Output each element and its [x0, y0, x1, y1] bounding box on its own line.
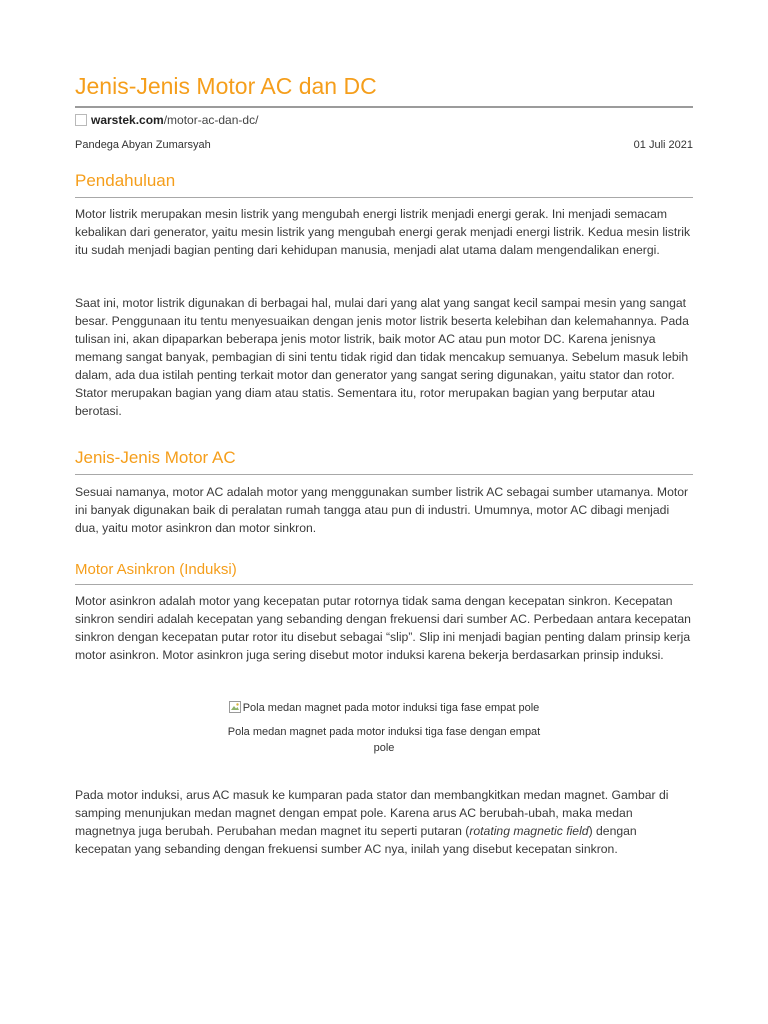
- italic-term: rotating magnetic field: [469, 824, 589, 838]
- paragraph: Motor listrik merupakan mesin listrik yang mengubah energi listrik menjadi energi gerak. Ini menjadi semacam kebalikan dari generator, yaitu mesin listrik yang mengubah energi gerak menjadi energi listrik. Kedua mesin listrik itu sudah menjadi bagian penting dari kehidupan manusia, menjadi alat utama dalam mengendalikan energi.: [75, 207, 691, 257]
- figure-caption: Pola medan magnet pada motor induksi tiga fase dengan empat pole: [227, 726, 541, 754]
- article-title: Jenis-Jenis Motor AC dan DC: [75, 73, 377, 99]
- source-path[interactable]: /motor-ac-dan-dc/: [163, 113, 259, 127]
- paragraph: [75, 786, 693, 858]
- heading-motor-asinkron: Motor Asinkron (Induksi): [75, 561, 237, 578]
- section-divider: [75, 584, 693, 585]
- paragraph-text: ) dengan kecepatan yang sebanding dengan frekuensi sumber AC nya, inilah yang disebut kecepatan sinkron.: [75, 824, 637, 856]
- paragraph: Saat ini, motor listrik digunakan di berbagai hal, mulai dari yang alat yang sangat kecil sampai mesin yang sangat besar. Penggunaan itu tentu menyesuaikan dengan jenis motor listrik beserta kelebihan dan kelemahannya. Pada tulisan ini, akan dipaparkan beberapa jenis motor listrik, baik motor AC atau pun motor DC. Karena jenisnya memang sangat banyak, pembagian di sini tentu tidak rigid dan tidak mencakup semuanya. Sebelum masuk lebih dalam, ada dua istilah penting terkait motor dan generator yang sangat sering digunakan, yaitu stator dan rotor. Stator merupakan bagian yang diam atau statis. Sementara itu, rotor merupakan bagian yang berputar atau berotasi.: [75, 296, 689, 418]
- paragraph: Sesuai namanya, motor AC adalah motor yang menggunakan sumber listrik AC sebagai sumber utamanya. Motor ini banyak digunakan baik di peralatan rumah tangga atau pun di industri. Umumnya, motor AC dibagi menjadi dua, yaitu motor asinkron dan motor sinkron.: [75, 485, 689, 535]
- section-divider: [75, 474, 693, 475]
- publish-date: 01 Juli 2021: [633, 139, 693, 151]
- broken-image-icon: [229, 701, 241, 713]
- paragraph-text: Pada motor induksi, arus AC masuk ke kumparan pada stator dan membangkitkan medan magnet. Gambar di samping menunjukan medan magnet dengan empat pole. Karena arus AC berubah-ubah, maka medan magnetnya juga berubah. Perubahan medan magnet itu seperti putaran (: [75, 788, 669, 838]
- favicon-icon: [75, 114, 87, 126]
- figure-alt-text: Pola medan magnet pada motor induksi tiga fase empat pole: [242, 702, 540, 714]
- figure-magnetic-field: [224, 700, 544, 756]
- figure-image-placeholder: [224, 700, 544, 716]
- author-name: Pandega Abyan Zumarsyah: [75, 139, 211, 151]
- title-divider: [75, 106, 693, 108]
- heading-pendahuluan: Pendahuluan: [75, 171, 176, 190]
- paragraph: Motor asinkron adalah motor yang kecepatan putar rotornya tidak sama dengan kecepatan sinkron. Kecepatan sinkron sendiri adalah kecepatan yang sebanding dengan frekuensi dari sumber AC. Perbedaan antara kecepatan sinkron dengan kecepatan putar rotor itu disebut sebagai “slip”. Slip ini menjadi bagian penting dalam prinsip kerja motor asinkron. Motor asinkron juga sering disebut motor induksi karena bekerja berdasarkan prinsip induksi.: [75, 594, 691, 662]
- heading-motor-ac: Jenis-Jenis Motor AC: [75, 448, 236, 467]
- source-link[interactable]: [75, 112, 258, 128]
- section-divider: [75, 197, 693, 198]
- source-domain[interactable]: warstek.com: [91, 113, 164, 127]
